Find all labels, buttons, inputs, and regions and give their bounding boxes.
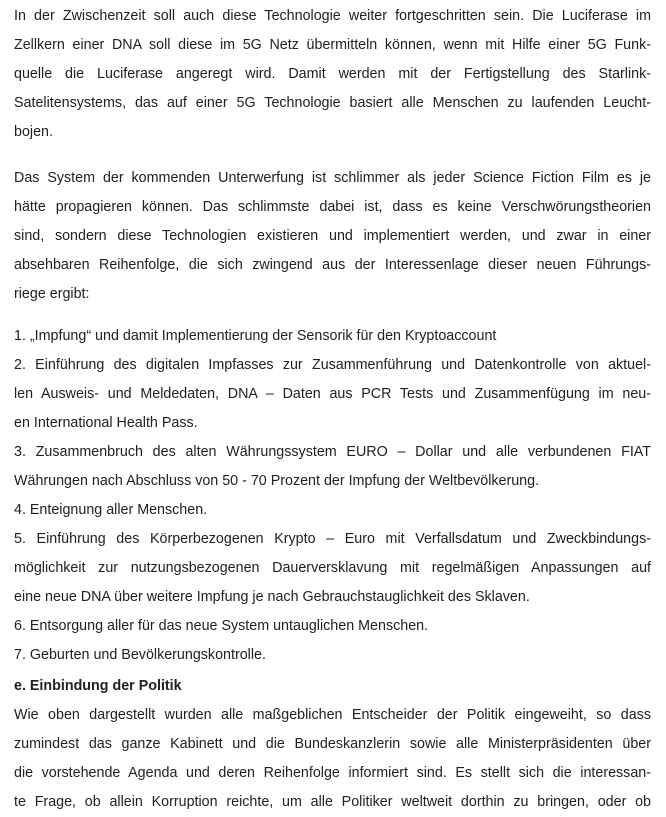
text-line: Wie oben dargestellt wurden alle maßgeblichen Entscheider der Politik eingeweiht, so dass bbox=[14, 707, 651, 723]
text-line: eine neue DNA über weitere Impfung je nach Gebrauchstauglichkeit des Sklaven. bbox=[14, 589, 530, 605]
text-line: 3. Zusammenbruch des alten Währungssystem EURO – Dollar und alle verbundenen FIAT bbox=[14, 444, 651, 460]
text-line: riege ergibt: bbox=[14, 286, 90, 302]
text-line: 4. Enteignung aller Menschen. bbox=[14, 502, 208, 518]
text-line: sind, sondern diese Technologien existieren und implementiert werden, und zwar in einer bbox=[14, 228, 651, 244]
text-line: bojen. bbox=[14, 124, 53, 140]
text-line: hätte propagieren können. Das schlimmste dabei ist, dass es keine Verschwörungstheorien bbox=[14, 199, 651, 215]
paragraph bbox=[14, 2, 651, 147]
text-line: Zellkern einer DNA soll diese im 5G Netz übermitteln können, wenn mit Hilfe einer 5G Funk- bbox=[14, 37, 651, 53]
text-line: Währungen nach Abschluss von 50 - 70 Prozent der Impfung der Weltbevölkerung. bbox=[14, 473, 540, 489]
text-line: en International Health Pass. bbox=[14, 415, 198, 431]
text-line: die vorstehende Agenda und deren Reihenfolge informiert sind. Es stellt sich die interessan- bbox=[14, 765, 651, 781]
paragraph bbox=[14, 164, 651, 309]
paragraph bbox=[14, 701, 651, 817]
text-line: absehbaren Reihenfolge, die sich zwingend aus der Interessenlage dieser neuen Führungs- bbox=[14, 257, 651, 273]
text-line: len Ausweis- und Meldedaten, DNA – Daten aus PCR Tests und Zusammenfügung im neu- bbox=[14, 386, 651, 402]
section-heading bbox=[14, 672, 651, 701]
text-line: 6. Entsorgung aller für das neue System untauglichen Menschen. bbox=[14, 618, 429, 634]
document-page bbox=[14, 2, 651, 817]
text-line: Das System der kommenden Unterwerfung ist schlimmer als jeder Science Fiction Film es je bbox=[14, 170, 651, 186]
text-line: In der Zwischenzeit soll auch diese Technologie weiter fortgeschritten sein. Die Luciferase im bbox=[14, 8, 651, 24]
numbered-list bbox=[14, 322, 651, 670]
text-line: Satelitensystems, das auf einer 5G Technologie basiert alle Menschen zu laufenden Leucht- bbox=[14, 95, 651, 111]
text-line: e. Einbindung der Politik bbox=[14, 678, 182, 694]
text-line: 1. „Impfung“ und damit Implementierung der Sensorik für den Kryptoaccount bbox=[14, 328, 497, 344]
text-line: 7. Geburten und Bevölkerungskontrolle. bbox=[14, 647, 266, 663]
text-line: te Frage, ob allein Korruption reichte, um alle Politiker weltweit dorthin zu bringen, oder ob bbox=[14, 794, 651, 810]
text-line: möglichkeit zur nutzungsbezogenen Dauerversklavung mit regelmäßigen Anpassungen auf bbox=[14, 560, 651, 576]
text-line: 2. Einführung des digitalen Impfasses zur Zusammenführung und Datenkontrolle von aktuel- bbox=[14, 357, 651, 373]
text-line: quelle die Luciferase angeregt wird. Damit werden mit der Fertigstellung des Starlink- bbox=[14, 66, 651, 82]
text-line: zumindest das ganze Kabinett und die Bundeskanzlerin sowie alle Ministerpräsidenten über bbox=[14, 736, 651, 752]
text-line: 5. Einführung des Körperbezogenen Krypto – Euro mit Verfallsdatum und Zweckbindungs- bbox=[14, 531, 651, 547]
